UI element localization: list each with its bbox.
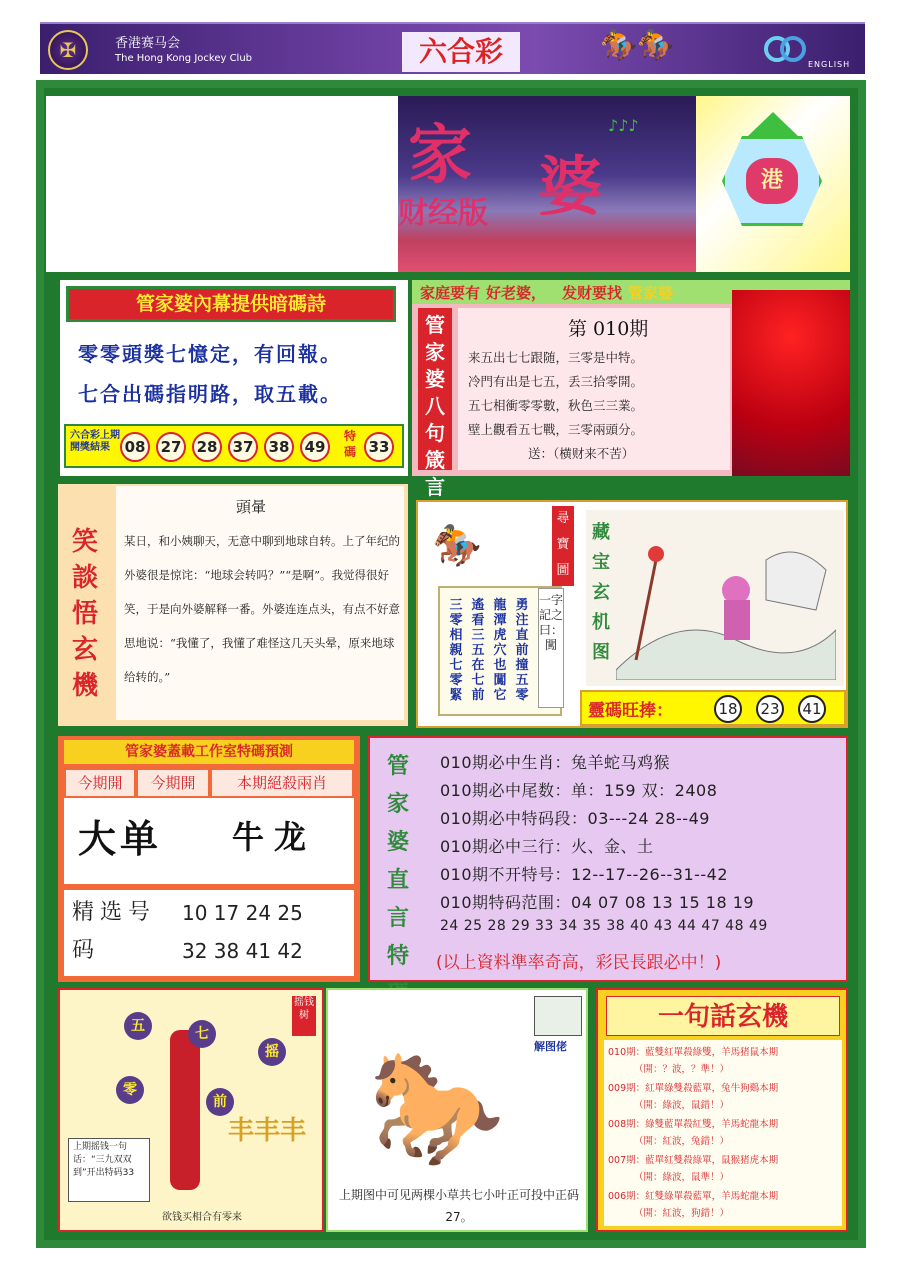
- clue-line: 007期：藍單紅雙殺綠單，鼠猴猪虎本期: [608, 1155, 779, 1166]
- verse-send: 送：（横财来不苦）: [528, 446, 635, 461]
- result-ball: 28: [192, 432, 222, 462]
- result-ball: 27: [156, 432, 186, 462]
- tip-row: 24 25 28 29 33 34 35 38 40 43 44 47 48 49: [440, 918, 768, 934]
- direct-speech-footnote: (以上資料準率奇高，彩民長跟必中！): [436, 953, 722, 973]
- clue-result: （開：紅波，狗錯！）: [634, 1208, 730, 1219]
- banner-subtitle: 财经版: [398, 196, 488, 231]
- lucky-ball: 18: [714, 695, 742, 723]
- org-name-en: The Hong Kong Jockey Club: [115, 53, 253, 64]
- grid-header-3: 本期絕殺兩肖: [210, 768, 354, 798]
- banner-char-1: 家: [408, 118, 472, 193]
- jockey-club-logo-icon[interactable]: ✠: [48, 30, 88, 70]
- eight-lines-title: 管家婆八句箴言: [418, 308, 452, 470]
- puzzle-solver-label: 解图佬: [534, 1040, 567, 1053]
- forecast-grid: [64, 768, 354, 884]
- scroll-col: 三零相親七零緊: [449, 598, 463, 703]
- tree-coin: 前: [206, 1088, 234, 1116]
- lucky-ball: 23: [756, 695, 784, 723]
- rings-logo-icon: [760, 34, 810, 64]
- result-ball: 08: [120, 432, 150, 462]
- joke-heading: 頭暈: [236, 498, 267, 516]
- tree-coin: 七: [188, 1020, 216, 1048]
- eight-lines-card: [458, 308, 730, 470]
- treasure-picture: [586, 510, 844, 686]
- blank-area: [46, 96, 398, 272]
- header-bar: [40, 22, 865, 74]
- tip-row: 010期特码范围：04 07 08 13 15 18 19: [440, 893, 755, 912]
- result-ball: 49: [300, 432, 330, 462]
- tree-coin: 零: [116, 1076, 144, 1104]
- mark-six-brand[interactable]: 六合彩: [402, 32, 520, 72]
- riddle-key: 一字記之曰：闖: [538, 588, 564, 708]
- tree-trunk-icon: [170, 1030, 200, 1190]
- slogan-part-4: 管家婆: [628, 284, 674, 302]
- banner-char-2: 婆: [538, 150, 602, 225]
- lantern-char: 港: [746, 158, 798, 204]
- gold-coins: 丰丰丰: [228, 1116, 307, 1146]
- joke-body: 某日，和小姨聊天，无意中聊到地球自转。上了年纪的外婆很是惊诧：“地球会转吗？”“是啊”。我觉得很好笑，于是向外婆解释一番。外婆连连点头，有点不好意思地说：“我懂了，我懂了难怪这几天头晕，原来地球给转的。”: [124, 534, 400, 684]
- slogan-part-1: 家庭要有: [420, 284, 481, 302]
- clue-result: （開：綠波，鼠準！）: [634, 1172, 730, 1183]
- org-name-cn: 香港赛马会: [115, 36, 181, 51]
- one-sentence-panel: [596, 988, 848, 1232]
- forecast-title: 管家婆蓋載工作室特碼預測: [64, 740, 354, 764]
- special-label: 特碼: [344, 429, 357, 459]
- clue-line: 009期：紅單綠雙殺藍單，兔牛狗鷄本期: [608, 1083, 779, 1094]
- selected-label: 精选号码: [72, 900, 157, 963]
- rider-horse-icon: 🏇: [432, 523, 482, 569]
- tip-row: 010期必中尾数：单：159 双：2408: [440, 781, 718, 800]
- direct-speech-title: 管家婆直言特: [386, 754, 409, 969]
- tree-coin: 五: [124, 1012, 152, 1040]
- clue-line: 006期：紅雙綠單殺藍單，羊馬蛇龍本期: [608, 1191, 779, 1202]
- issue-number: 第 010期: [568, 318, 649, 340]
- landscape-icon: [616, 520, 836, 680]
- clue-result: （開：綠波，鼠錯！）: [634, 1100, 730, 1111]
- poem-line-1: 零零頭獎七憶定，有回報。: [78, 342, 342, 366]
- scroll-col: 遙看三五在七前: [471, 598, 485, 703]
- big-small-pick: 大单: [78, 817, 163, 861]
- clue-result: （開：紅波，兔錯！）: [634, 1136, 730, 1147]
- lucky-ball: 41: [798, 695, 826, 723]
- direct-speech-panel: [368, 736, 848, 982]
- one-sentence-title: 一句話玄機: [606, 996, 840, 1036]
- tree-note: 上期摇钱一句话：“三九双双到”开出特码33: [68, 1138, 150, 1202]
- result-ball: 37: [228, 432, 258, 462]
- lantern-top-icon: [748, 112, 798, 136]
- bride-image: [732, 290, 850, 476]
- horse-icon: 🐎: [368, 1044, 505, 1172]
- result-ball: 38: [264, 432, 294, 462]
- clue-line: 010期：藍雙紅單殺綠雙，羊馬猪鼠本期: [608, 1047, 779, 1058]
- slogan-part-2: 好老婆，: [486, 284, 547, 302]
- treasure-pic-title: 藏宝玄机图: [592, 522, 610, 663]
- forecast-panel: [58, 736, 360, 982]
- money-tree-panel: [58, 988, 324, 1232]
- selected-row-2: 32 38 41 42: [182, 939, 303, 963]
- scroll-col: 勇注直前撞五零: [515, 598, 529, 703]
- lucky-numbers: [580, 690, 846, 726]
- scroll-col: 龍潭虎穴也闖它: [493, 598, 507, 703]
- joke-card: [116, 486, 404, 720]
- grid-header-2: 今期開: [136, 768, 210, 798]
- tree-coin: 摇: [258, 1038, 286, 1066]
- last-draw-results: [64, 424, 404, 468]
- verse-line: 冷門有出是七五，丢三拾零開。: [468, 374, 644, 389]
- tree-caption: 欲钱买相合有零来: [162, 1212, 242, 1223]
- lantern-graphic: [696, 96, 850, 272]
- kill-zodiac-pick: 牛龙: [232, 818, 317, 856]
- treasure-panel: [416, 500, 848, 728]
- poem-title: 管家婆內幕提供暗碼詩: [66, 286, 396, 322]
- lucky-label: 靈碼旺捧：: [588, 701, 673, 721]
- eight-lines-panel: [412, 280, 850, 499]
- selected-row-1: 10 17 24 25: [182, 901, 303, 925]
- poem-line-2: 七合出碼指明路，取五載。: [78, 382, 342, 406]
- result-label: 六合彩上期開獎結果: [70, 430, 120, 453]
- puzzle-caption: 上期图中可见两棵小草共七小叶正可投中正码27。: [338, 1188, 579, 1224]
- poem-panel: [60, 280, 408, 476]
- tip-row: 010期必中特码段：03---24 28--49: [440, 809, 710, 828]
- verse-line: 五七相衝零零數，秋色三三業。: [468, 398, 644, 413]
- tip-row: 010期不开特号：12--17--26--31--42: [440, 865, 729, 884]
- tip-row: 010期必中三行：火、金、土: [440, 837, 654, 856]
- joke-panel: [58, 484, 408, 726]
- english-link[interactable]: ENGLISH: [808, 60, 851, 69]
- verse-line: 壁上觀看五七戰，三零兩頭分。: [468, 422, 644, 437]
- notes-icon: ♪♪♪: [608, 116, 639, 135]
- title-banner: [398, 96, 696, 272]
- treasure-map-label: 尋寶圖: [552, 506, 574, 586]
- puzzle-solver-icon: [534, 996, 582, 1036]
- racing-horses-icon: 🏇🏇: [600, 28, 675, 63]
- special-ball: 33: [364, 432, 394, 462]
- tip-row: 010期必中生肖：兔羊蛇马鸡猴: [440, 753, 671, 772]
- grid-header-1: 今期開: [64, 768, 136, 798]
- horse-puzzle-panel: [326, 988, 588, 1232]
- slogan-part-3: 发财要找: [562, 284, 623, 302]
- joke-title: 笑談悟玄機: [71, 527, 98, 701]
- clue-result: （開：？波，？準！）: [634, 1064, 730, 1075]
- one-sentence-card: [604, 1040, 842, 1226]
- money-tree-label: 摇钱树: [292, 996, 316, 1036]
- selected-values: [182, 894, 352, 970]
- verse-line: 来五出七七跟随，三零是中特。: [468, 350, 644, 365]
- selected-numbers: [64, 890, 354, 976]
- clue-line: 008期：綠雙藍單殺紅雙，羊馬蛇龍本期: [608, 1119, 779, 1130]
